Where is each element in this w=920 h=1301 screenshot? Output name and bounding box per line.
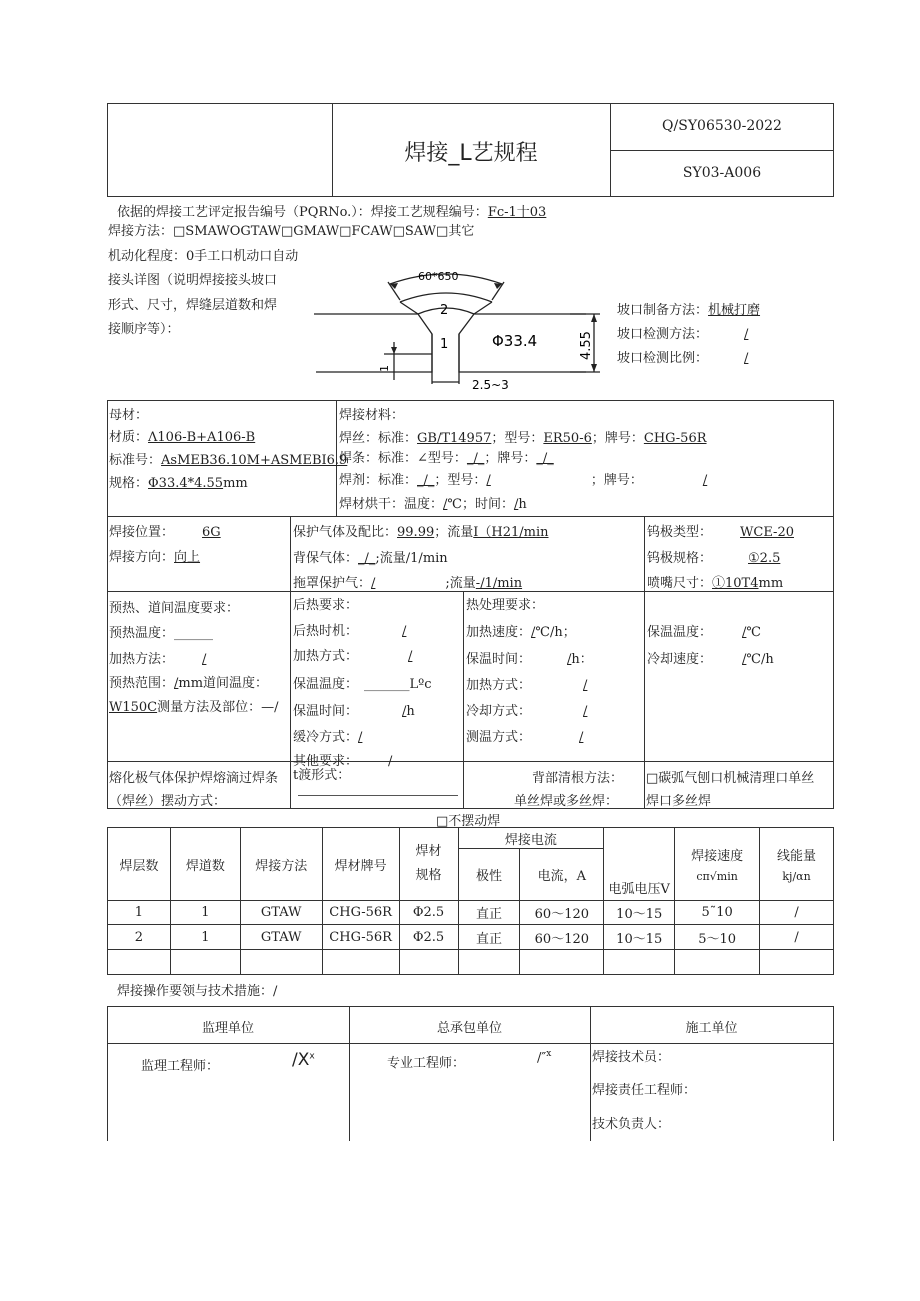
header-current: 焊接电流	[458, 828, 604, 849]
header-pass: 焊道数	[170, 828, 240, 901]
header-amp: 电流，A	[520, 849, 604, 901]
base-standard-label: 标准号：	[109, 453, 162, 468]
header-speed-label: 焊接速度	[691, 849, 744, 864]
header-spec-text: 焊材规格	[415, 844, 442, 883]
cell-brand: CHG-56R	[322, 901, 399, 925]
table-row	[108, 925, 834, 950]
rod-model-label: 型号：	[427, 451, 467, 466]
groove-prep-label: 坡口制备方法：	[617, 303, 709, 318]
bake-temp-value: /	[443, 497, 448, 512]
tungsten-spec-label: 钨极规格：	[647, 551, 713, 566]
specialist-signature	[537, 1049, 551, 1065]
postheat-timing-line	[293, 620, 406, 639]
transfer-label-2: （焊丝）摆动方式：	[109, 794, 227, 809]
pwht-hold-label: 保温时间：	[466, 652, 532, 667]
pwht-measure-label: 测温方式：	[466, 730, 532, 745]
arrow-root-face	[391, 347, 397, 354]
gap-label: 2.5~3	[472, 378, 509, 392]
cell-layer: 1	[108, 901, 171, 925]
postheat-timing-label: 后热时机：	[293, 624, 359, 639]
cell-amp: 60～120	[520, 901, 604, 925]
preheat-heading: 预热、道间温度要求：	[109, 601, 240, 616]
transfer-mode-label: t渡形式：	[293, 768, 351, 783]
rod-brand-value: _/_	[536, 451, 554, 466]
base-standard-value: AsMEB36.10M+ASMEBI6.9	[161, 453, 348, 468]
welding-technician-label: 焊接技术员：	[592, 1050, 671, 1065]
backgouge-value: □碳弧气刨口机械清理口单丝	[646, 771, 815, 786]
pass-1-label: 1	[440, 337, 449, 352]
cell-speed: 5～10	[675, 925, 760, 950]
base-metal-material-line	[109, 426, 255, 445]
pwht-heat-label: 加热方式：	[466, 678, 532, 693]
nozzle-line	[647, 572, 783, 591]
filler-wire-line	[339, 427, 707, 446]
material-label: 材质：	[109, 430, 149, 445]
preheat-method-label: 加热方法：	[109, 652, 175, 667]
direction-line	[109, 546, 200, 565]
joint-detail-label-2: 形式、尺寸，焊缝层道数和焊	[108, 298, 278, 313]
backgouge-label: 背部清根方法：	[531, 771, 623, 786]
wire-model-label: ；型号：	[491, 431, 544, 446]
back-gas-label: 背保气体：	[293, 551, 359, 566]
bake-label: 焊材烘干：温度：	[339, 497, 444, 512]
pwht-heat-value: /	[583, 678, 588, 693]
pwht-measure-value: /	[579, 730, 584, 745]
flux-model-label: ；型号：	[434, 473, 487, 488]
trail-gas-line	[293, 572, 522, 591]
filler-heading: 焊接材料：	[339, 408, 405, 423]
preheat-method-line	[109, 648, 206, 667]
tungsten-type-value: WCE-20	[740, 525, 794, 540]
postheat-hold-temp-value: _______	[364, 677, 410, 692]
postheat-hold-time-line	[293, 700, 415, 719]
standard-number: Q/SY06530-2022	[662, 118, 782, 134]
wire-std-label: 焊丝：标准：	[339, 431, 418, 446]
shield-gas-line	[293, 521, 549, 540]
interpass-value: W150C	[109, 700, 158, 715]
base-metal-spec-line	[109, 472, 248, 491]
rod-model-value: _/_	[466, 451, 485, 466]
cell-amp: 60～120	[520, 925, 604, 950]
angle-label: 60*650	[418, 270, 459, 283]
joint-detail-label-1: 接头详图（说明焊接接头坡口	[108, 273, 278, 288]
header-method: 焊接方法	[240, 828, 322, 901]
groove-ratio-value: /	[744, 351, 749, 366]
header-spec	[399, 828, 458, 901]
pwht-cool-rate-line	[647, 648, 774, 667]
table-row	[108, 901, 834, 925]
preheat-range-value: /	[174, 676, 179, 691]
pwht-cool-value: /	[583, 704, 588, 719]
pwht-hold-line	[466, 648, 593, 667]
groove-check-label: 坡口检测方法：	[617, 327, 709, 342]
pwht-hold-unit: h：	[571, 652, 593, 667]
postheat-hold-temp-line	[293, 673, 432, 692]
flux-model-value: /	[486, 473, 491, 488]
welding-chief-engineer-label: 焊接责任工程师：	[592, 1083, 697, 1098]
table-row-empty	[108, 950, 834, 975]
multi-wire-label: 单丝焊或多丝焊：	[513, 794, 618, 809]
shield-gas-label: 保护气体及配比：	[293, 525, 398, 540]
position-label: 焊接位置：	[109, 525, 175, 540]
thickness-label: 4.55	[579, 331, 594, 360]
specialist-signature-mark: /″	[537, 1050, 547, 1066]
postheat-other-value: /	[388, 754, 393, 769]
trail-gas-label: 拖罩保护气：	[293, 576, 372, 591]
pqr-label: 依据的焊接工艺评定报告编号（PQRNo.）：焊接工艺规程编号：	[117, 205, 488, 220]
cell-polarity: 直正	[458, 925, 520, 950]
supervisor-unit-header: 监理单位	[201, 1021, 254, 1036]
filler-flux-line	[339, 469, 707, 488]
trail-gas-value: /	[371, 576, 376, 591]
position-value: 6G	[202, 525, 221, 540]
document-title: 焊接_L艺规程	[404, 141, 538, 166]
contractor-unit-header: 总承包单位	[436, 1021, 502, 1036]
postheat-other-line	[291, 748, 461, 769]
arrow-thickness-bottom	[591, 364, 597, 372]
pwht-cool-label: 冷却方式：	[466, 704, 532, 719]
weld-cap-arc	[400, 293, 492, 302]
filler-bake-line	[339, 493, 527, 512]
shield-flow-value: I（H21/min	[473, 525, 549, 540]
joint-detail-label-3: 接顺序等）：	[108, 322, 180, 337]
groove-prep-value: 机械打磨	[708, 303, 761, 318]
nozzle-unit: mm	[758, 576, 784, 591]
header-polarity: 极性	[458, 849, 520, 901]
operation-notes: 焊接操作要领与技术措施：/	[117, 984, 278, 999]
postheat-hold-temp-label: 保温温度：	[293, 677, 359, 692]
header-brand: 焊材牌号	[322, 828, 399, 901]
postheat-cool-label: 缓冷方式：	[293, 730, 359, 745]
bake-time-unit: h	[518, 497, 527, 512]
header-speed-unit: cπ√min	[696, 870, 738, 883]
base-spec-unit: mm	[223, 476, 248, 491]
header-heat-unit: kj/αn	[782, 870, 811, 883]
pass-2-label: 2	[440, 303, 449, 318]
supervisor-engineer-label: 监理工程师：	[141, 1059, 220, 1074]
construction-unit-header: 施工单位	[685, 1021, 738, 1036]
back-flow-value: ;流量/1/min	[375, 551, 448, 566]
postheat-hold-time-label: 保温时间：	[293, 704, 359, 719]
header-heat-label: 线能量	[777, 849, 817, 864]
back-gas-value: _/_	[358, 551, 376, 566]
rod-std-label: 焊条：标准：	[339, 451, 418, 466]
pwht-rate-value: /	[531, 625, 536, 640]
groove-ratio-label: 坡口检测比例：	[617, 351, 709, 366]
cell-volt: 10～15	[604, 925, 675, 950]
header-layer: 焊层数	[108, 828, 171, 901]
nozzle-value: ①10T4	[712, 576, 759, 591]
filler-rod-line	[339, 447, 554, 466]
arrow-thickness-top	[591, 314, 597, 322]
wire-model-value: ER50-6	[543, 431, 592, 446]
cell-speed: 5˜10	[675, 901, 760, 925]
preheat-temp-label: 预热温度：	[109, 626, 175, 641]
direction-value: 向上	[174, 550, 201, 565]
shield-gas-value: 99.99	[397, 525, 435, 540]
pqr-value: Fc-1十03	[487, 205, 547, 220]
preheat-range-label: 预热范围：	[109, 676, 175, 691]
preheat-range-unit: mm道间温度：	[178, 676, 269, 691]
multi-wire-value: 焊口多丝焊	[646, 794, 712, 809]
groove-ratio-line	[617, 347, 748, 366]
pwht-rate-label: 加热速度：	[466, 625, 532, 640]
supervisor-signature-sup: x	[309, 1051, 315, 1062]
postheat-method-label: 加热方式：	[293, 649, 359, 664]
cell-heat: /	[760, 901, 834, 925]
base-metal-standard-line	[109, 449, 347, 468]
shield-flow-label: ；流量	[434, 525, 474, 540]
tungsten-spec-value: ①2.5	[748, 551, 781, 566]
groove-check-value: /	[744, 327, 749, 342]
flux-std-label: 焊剂：标准：	[339, 473, 418, 488]
supervisor-signature-mark: /X	[292, 1050, 310, 1070]
base-spec-label: 规格：	[109, 476, 149, 491]
cell-heat: /	[760, 925, 834, 950]
pwht-cool-rate-value: /	[742, 652, 747, 667]
pwht-measure-line	[466, 726, 583, 745]
pwht-hold-value: /	[567, 652, 572, 667]
flux-brand-label: ；牌号：	[590, 473, 643, 488]
postheat-cool-line	[293, 726, 362, 745]
wire-std-value: GB/T14957	[417, 431, 492, 446]
postheat-hold-temp-unit: Lºc	[409, 677, 432, 692]
pwht-cool-line	[466, 700, 587, 719]
joint-detail-diagram	[300, 262, 620, 400]
pwht-rate-unit: ℃/h；	[535, 625, 576, 640]
specialist-engineer-label: 专业工程师：	[387, 1056, 466, 1071]
cell-method: GTAW	[240, 901, 322, 925]
header-speed	[675, 828, 760, 901]
flux-std-value: _/_	[417, 473, 435, 488]
cell-brand: CHG-56R	[322, 925, 399, 950]
interpass-measure-label: 测量方法及部位：—/	[157, 700, 279, 715]
trail-flow-value: -/1/min	[475, 576, 523, 591]
preheat-range-line	[109, 672, 268, 691]
pwht-cool-rate-label: 冷却速度：	[647, 652, 713, 667]
pipe-diameter-label: Φ33.4	[492, 332, 538, 350]
pqr-line	[117, 201, 546, 220]
back-gas-line	[293, 547, 448, 566]
cell-volt: 10～15	[604, 901, 675, 925]
cell-pass: 1	[170, 901, 240, 925]
specialist-signature-sup: x	[546, 1049, 552, 1059]
postheat-cool-value: /	[358, 730, 363, 745]
preheat-method-value: /	[202, 652, 207, 667]
header-voltage: 电弧电压V	[604, 828, 675, 901]
header-heat	[760, 828, 834, 901]
groove-check-line	[617, 323, 748, 342]
interpass-line	[109, 696, 279, 715]
welding-parameter-table	[107, 827, 834, 975]
postheat-method-value: /	[408, 649, 413, 664]
flux-brand-value: /	[702, 473, 708, 488]
pwht-hold-temp-value: /	[742, 625, 747, 640]
mechanization-line: 机动化程度：0手工口机动口自动	[108, 249, 299, 264]
position-line	[109, 521, 221, 540]
groove-prep-line	[617, 299, 760, 318]
bake-temp-unit: ℃；时间：	[447, 497, 514, 512]
cell-polarity: 直正	[458, 901, 520, 925]
bake-time-value: /	[513, 497, 519, 512]
pwht-heat-line	[466, 674, 587, 693]
postheat-timing-value: /	[402, 624, 407, 639]
preheat-temp-value: ______	[174, 626, 214, 641]
tungsten-spec-line	[647, 547, 780, 566]
transfer-label-1: 熔化极气体保护焊熔滴过焊条	[109, 771, 279, 786]
left-plate-outline	[314, 314, 432, 372]
nozzle-label: 喷嘴尺寸：	[647, 576, 713, 591]
postheat-heading: 后热要求：	[293, 598, 359, 613]
welding-method-line: 焊接方法：□SMAWOGTAW□GMAW□FCAW□SAW□其它	[108, 224, 475, 239]
tungsten-type-line	[647, 521, 794, 540]
cell-method: GTAW	[240, 925, 322, 950]
preheat-temp-line	[109, 622, 213, 641]
postheat-hold-time-value: /	[402, 704, 407, 719]
postheat-method-line	[293, 645, 412, 664]
rod-brand-label: ；牌号：	[484, 451, 537, 466]
rod-std-value: ∠	[417, 451, 428, 466]
cell-spec: Φ2.5	[399, 901, 458, 925]
supervisor-signature	[292, 1050, 315, 1070]
postheat-other-label: 其他要求：	[293, 754, 359, 769]
document-number: SY03-A006	[682, 165, 762, 181]
pwht-cool-rate-unit: ℃/h	[746, 652, 774, 667]
no-weave-option: □不摆动焊	[436, 814, 501, 829]
postheat-hold-time-unit: h	[406, 704, 415, 719]
base-spec-value: Φ33.4*4.55	[148, 476, 224, 491]
trail-flow-label: ;流量	[445, 576, 476, 591]
cell-pass: 1	[170, 925, 240, 950]
pwht-hold-temp-line	[647, 621, 761, 640]
direction-label: 焊接方向：	[109, 550, 175, 565]
cell-layer: 2	[108, 925, 171, 950]
pwht-rate-line	[466, 621, 576, 640]
material-value: Λ106-B+A106-B	[148, 430, 256, 445]
wire-brand-label: ；牌号：	[591, 431, 644, 446]
pwht-hold-temp-unit: ℃	[746, 625, 761, 640]
cell-spec: Φ2.5	[399, 925, 458, 950]
base-metal-heading: 母材：	[109, 408, 149, 423]
technical-lead-label: 技术负责人：	[592, 1117, 671, 1132]
wire-brand-value: CHG-56R	[643, 431, 707, 446]
pwht-hold-temp-label: 保温温度：	[647, 625, 713, 640]
tungsten-type-label: 钨极类型：	[647, 525, 713, 540]
pwht-heading: 热处理要求：	[466, 598, 545, 613]
root-face-label: 1	[378, 365, 391, 372]
